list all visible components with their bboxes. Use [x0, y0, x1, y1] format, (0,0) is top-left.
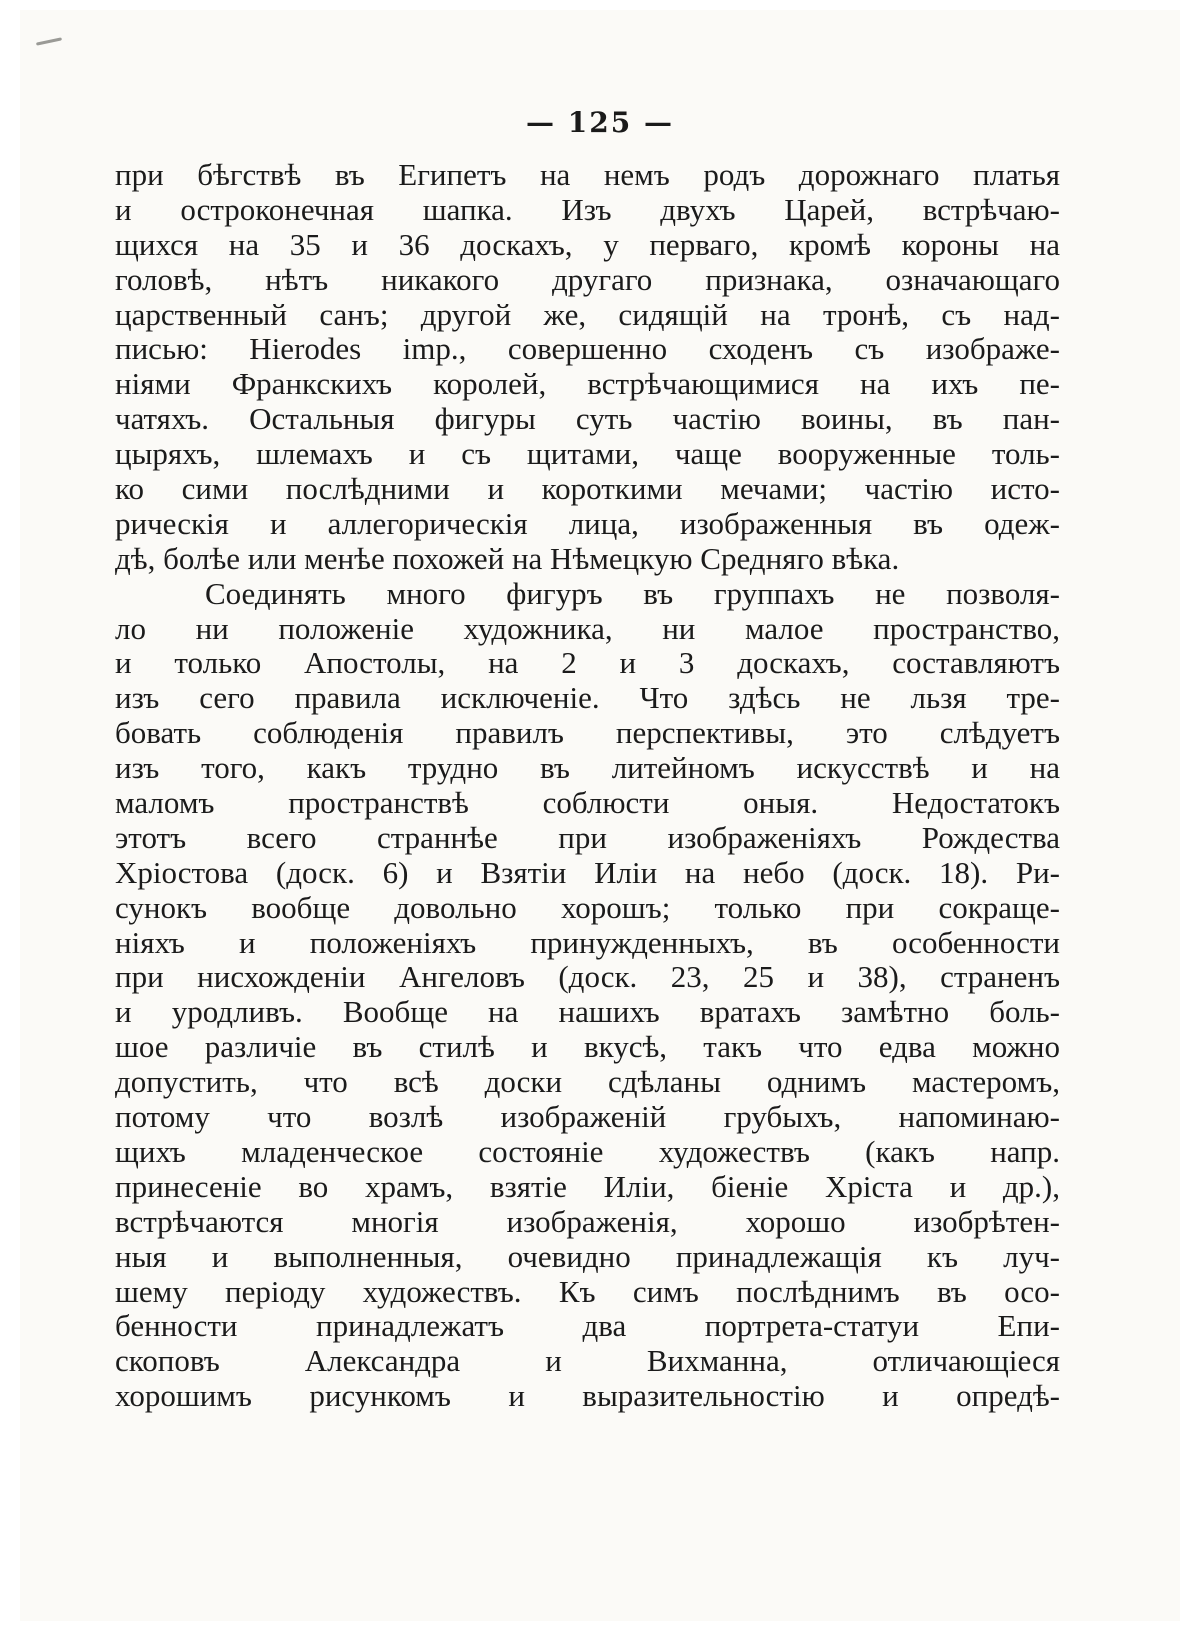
text-line: маломъ пространствѣ соблюсти оныя. Недостатокъ: [115, 786, 1060, 821]
paper-speck: [36, 37, 62, 45]
text-line: сунокъ вообще довольно хорошъ; только при сокраще-: [115, 890, 1060, 925]
text-line: Соединять много фигуръ въ группахъ не позволя-: [205, 576, 1060, 611]
text-line: ныя и выполненныя, очевидно принадлежащія къ луч-: [115, 1239, 1060, 1274]
text-line: принесеніе во храмъ, взятіе Иліи, біеніе Хріста и др.),: [115, 1169, 1060, 1204]
text-line: при нисхожденіи Ангеловъ (доск. 23, 25 и 38), страненъ: [115, 960, 1060, 995]
text-line: царственный санъ; другой же, сидящій на тронѣ, съ над-: [115, 297, 1060, 332]
text-line: изъ сего правила исключеніе. Что здѣсь не льзя тре-: [115, 681, 1060, 716]
text-line: цыряхъ, шлемахъ и съ щитами, чаще вооруженные толь-: [115, 437, 1060, 472]
text-line: и уродливъ. Вообще на нашихъ вратахъ замѣтно боль-: [115, 995, 1060, 1030]
page-number: — 125 —: [526, 106, 674, 139]
text-line: шему періоду художествъ. Къ симъ послѣднимъ въ осо-: [115, 1274, 1060, 1309]
text-line: писью: Hierodes imp., совершенно сходенъ съ изображе-: [115, 332, 1060, 367]
text-line: бенности принадлежатъ два портрета-статуи Епи-: [115, 1309, 1060, 1344]
text-line: и остроконечная шапка. Изъ двухъ Царей, встрѣчаю-: [115, 192, 1060, 227]
text-line: ко сими послѣдними и короткими мечами; частію исто-: [115, 472, 1060, 507]
text-line: изъ того, какъ трудно въ литейномъ искусствѣ и на: [115, 751, 1060, 786]
text-line: хорошимъ рисункомъ и выразительностію и опредѣ-: [115, 1379, 1060, 1414]
text-line: головѣ, нѣтъ никакого другаго признака, означающаго: [115, 262, 1060, 297]
text-line: рическія и аллегорическія лица, изображенныя въ одеж-: [115, 506, 1060, 541]
text-line: допустить, что всѣ доски сдѣланы однимъ мастеромъ,: [115, 1065, 1060, 1100]
text-line: при бѣгствѣ въ Египетъ на немъ родъ дорожнаго платья: [115, 158, 1060, 192]
text-line: бовать соблюденія правилъ перспективы, это слѣдуетъ: [115, 716, 1060, 751]
book-page: [20, 10, 1180, 1621]
text-line: щихся на 35 и 36 доскахъ, у перваго, кромѣ короны на: [115, 227, 1060, 262]
text-line: ніями Франкскихъ королей, встрѣчающимися на ихъ пе-: [115, 367, 1060, 402]
text-line: Хріостова (доск. 6) и Взятіи Иліи на небо (доск. 18). Ри-: [115, 855, 1060, 890]
text-line: потому что возлѣ изображеній грубыхъ, напоминаю-: [115, 1100, 1060, 1135]
text-line: чатяхъ. Остальныя фигуры суть частію воины, въ пан-: [115, 402, 1060, 437]
text-line: дѣ, болѣе или менѣе похожей на Нѣмецкую Средняго вѣка.: [115, 541, 900, 576]
text-line: шое различіе въ стилѣ и вкусѣ, такъ что едва можно: [115, 1030, 1060, 1065]
text-line: и только Апостолы, на 2 и 3 доскахъ, составляютъ: [115, 646, 1060, 681]
text-line: встрѣчаются многія изображенія, хорошо изобрѣтен-: [115, 1204, 1060, 1239]
text-line: щихъ младенческое состояніе художествъ (какъ напр.: [115, 1134, 1060, 1169]
text-line: этотъ всего страннѣе при изображеніяхъ Рождества: [115, 820, 1060, 855]
text-line: скоповъ Александра и Вихманна, отличающіеся: [115, 1344, 1060, 1379]
body-text: [115, 158, 1060, 1414]
text-line: ніяхъ и положеніяхъ принужденныхъ, въ особенности: [115, 925, 1060, 960]
text-line: ло ни положеніе художника, ни малое пространство,: [115, 611, 1060, 646]
